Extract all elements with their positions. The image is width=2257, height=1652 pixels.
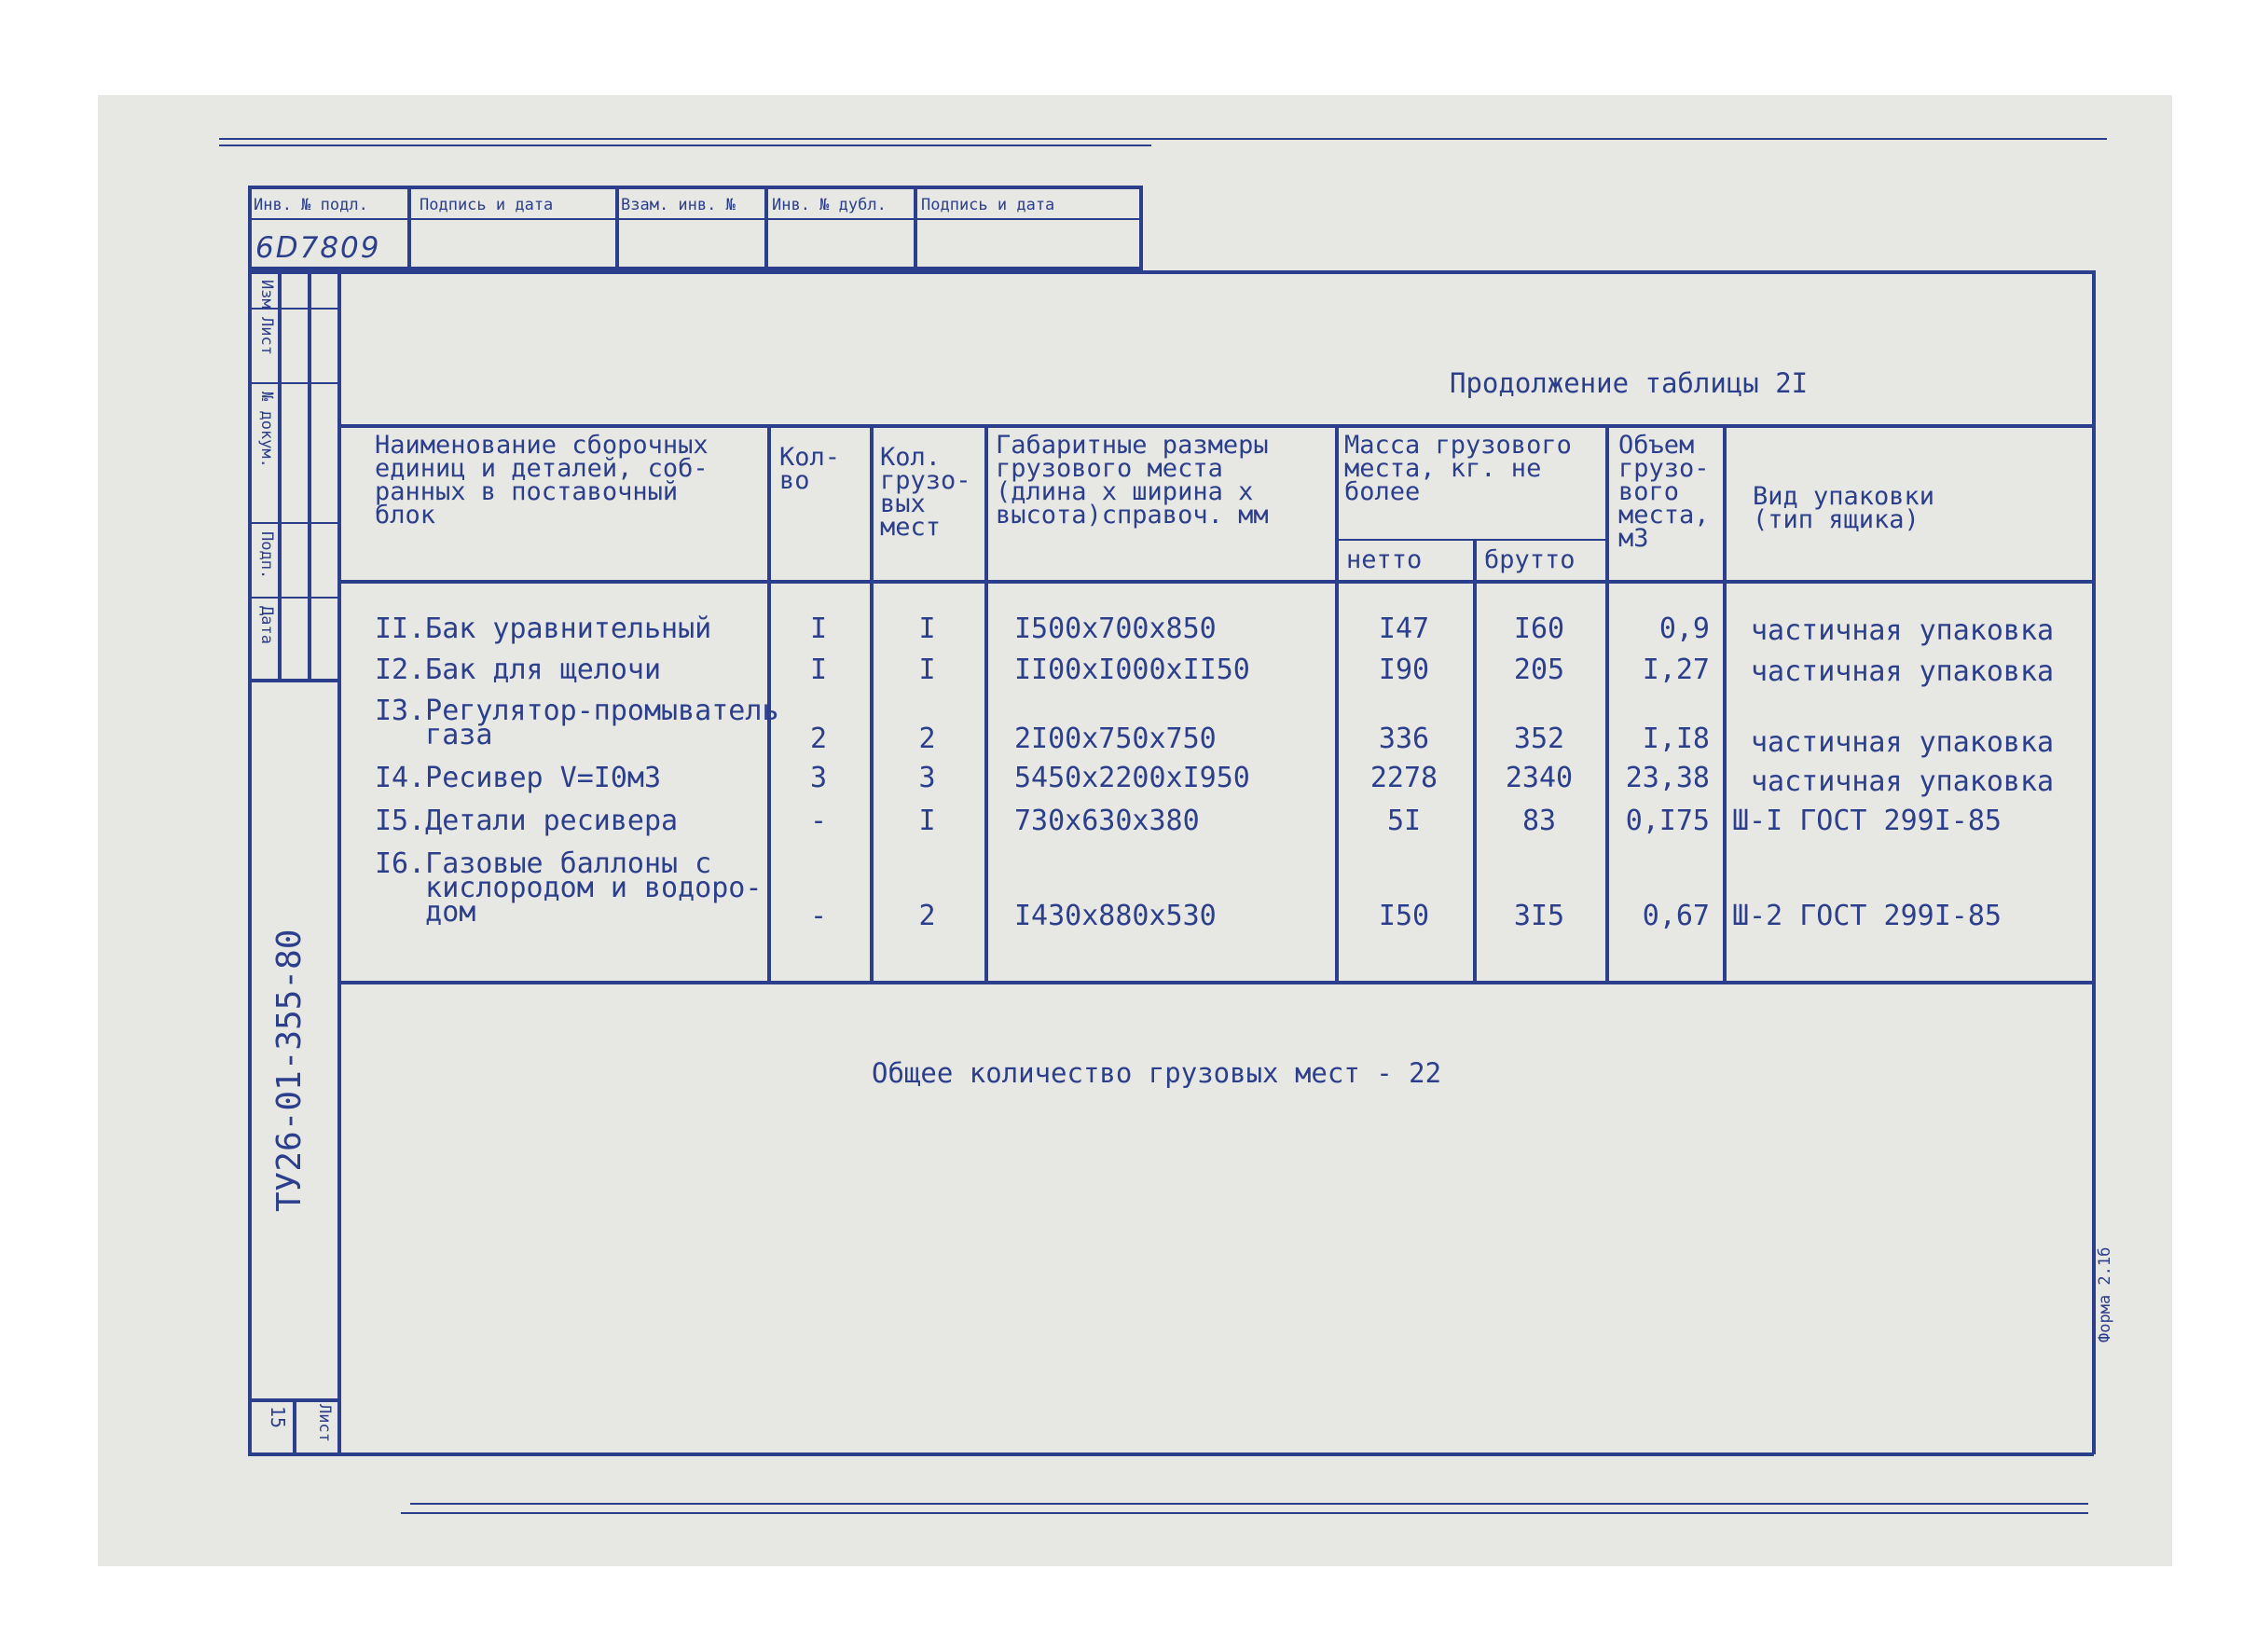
rev-label-doc-no: № докум. — [257, 392, 276, 468]
row-qty: - — [809, 900, 828, 932]
row-dims: 2I00x750x750 — [1014, 723, 1217, 755]
row-gross: 352 — [1513, 723, 1565, 755]
total-places-text: Общее количество грузовых мест - 22 — [872, 1057, 1442, 1089]
inventory-number: 6D7809 — [255, 231, 381, 265]
row-net: 5I — [1386, 805, 1422, 837]
col-header-mass: Масса грузового места, кг. не более — [1344, 431, 1572, 506]
row-packing: Ш-2 ГОСТ 299I-85 — [1732, 900, 2002, 932]
row-name: II.Бак уравнительный — [375, 613, 712, 645]
row-packing: частичная упаковка — [1751, 726, 2055, 759]
bottom-rule — [410, 1503, 2088, 1505]
col-header-mass-net: нетто — [1346, 545, 1423, 574]
row-dims: 5450x2200xI950 — [1014, 762, 1250, 794]
rev-label-list: Лист — [257, 317, 276, 355]
row-gross: 83 — [1521, 805, 1557, 837]
row-dims: 730x630x380 — [1014, 805, 1200, 837]
row-places: I — [918, 613, 936, 645]
row-gross: 2340 — [1505, 762, 1574, 794]
document-code: ТУ26-01-355-80 — [270, 929, 309, 1212]
row-name: I5.Детали ресивера — [375, 805, 679, 837]
row-gross: 3I5 — [1513, 900, 1565, 932]
sheet-label: Лист — [315, 1404, 334, 1442]
row-packing: частичная упаковка — [1751, 655, 2055, 688]
row-places: I — [918, 805, 936, 837]
row-places: 2 — [918, 900, 936, 932]
table-caption: Продолжение таблицы 2I — [1450, 367, 1809, 399]
row-places: 3 — [918, 762, 936, 794]
sheet-number: 15 — [267, 1406, 289, 1429]
row-volume: 23,38 — [1625, 762, 1710, 794]
row-net: I50 — [1378, 900, 1430, 932]
row-name: I2.Бак для щелочи — [375, 654, 662, 686]
top-rule-2 — [219, 145, 1151, 146]
row-gross: I60 — [1513, 613, 1565, 645]
row-net: 336 — [1378, 723, 1430, 755]
top-rule — [219, 138, 2107, 140]
row-packing: частичная упаковка — [1751, 614, 2055, 647]
rev-label-sign: Подп. — [257, 531, 276, 580]
row-volume: I,27 — [1642, 654, 1710, 686]
row-volume: 0,67 — [1642, 900, 1710, 932]
row-gross: 205 — [1513, 654, 1565, 686]
row-dims: I430x880x530 — [1014, 900, 1217, 932]
row-dims: II00xI000xII50 — [1014, 654, 1250, 686]
row-net: I47 — [1378, 613, 1430, 645]
stamp-header-inv-orig: Инв. № подл. — [254, 196, 368, 214]
row-qty: I — [809, 613, 828, 645]
stamp-header-replace-inv: Взам. инв. № — [621, 196, 736, 214]
row-net: I90 — [1378, 654, 1430, 686]
row-qty: - — [809, 805, 828, 837]
stamp-header-sign-date: Подпись и дата — [420, 196, 554, 214]
row-volume: 0,I75 — [1625, 805, 1710, 837]
col-header-mass-gross: брутто — [1484, 545, 1576, 574]
bottom-rule-2 — [401, 1512, 2088, 1514]
row-packing: частичная упаковка — [1751, 765, 2055, 798]
row-places: 2 — [918, 723, 936, 755]
rev-label-izm: Изм — [257, 280, 276, 309]
row-packing: Ш-I ГОСТ 299I-85 — [1732, 805, 2002, 837]
stamp-header-inv-dup: Инв. № дубл. — [772, 196, 887, 214]
col-header-volume: Объем грузо- вого места, м3 — [1618, 431, 1710, 553]
row-name: I4.Ресивер V=I0м3 — [375, 762, 662, 794]
row-volume: I,I8 — [1642, 723, 1710, 755]
row-qty: I — [809, 654, 828, 686]
row-name: I3.Регулятор-промыватель газа — [375, 695, 779, 751]
col-header-name: Наименование сборочных единиц и деталей, соб- ранных в поставочный блок — [375, 431, 709, 530]
row-places: I — [918, 654, 936, 686]
form-note: Форма 2.1б — [2096, 1246, 2114, 1342]
col-header-places: Кол. грузо- вых мест — [880, 443, 971, 542]
row-volume: 0,9 — [1658, 613, 1710, 645]
row-name: I6.Газовые баллоны с кислородом и водоро- дом — [375, 847, 763, 929]
col-header-qty: Кол- во — [779, 443, 841, 495]
col-header-packing: Вид упаковки (тип ящика) — [1753, 482, 1935, 534]
row-dims: I500x700x850 — [1014, 613, 1217, 645]
row-net: 2278 — [1369, 762, 1438, 794]
row-qty: 3 — [809, 762, 828, 794]
rev-label-date: Дата — [257, 606, 276, 644]
row-qty: 2 — [809, 723, 828, 755]
stamp-header-sign-date-2: Подпись и дата — [921, 196, 1055, 214]
col-header-dims: Габаритные размеры грузового места (длина х ширина х высота)справоч. мм — [996, 431, 1269, 530]
